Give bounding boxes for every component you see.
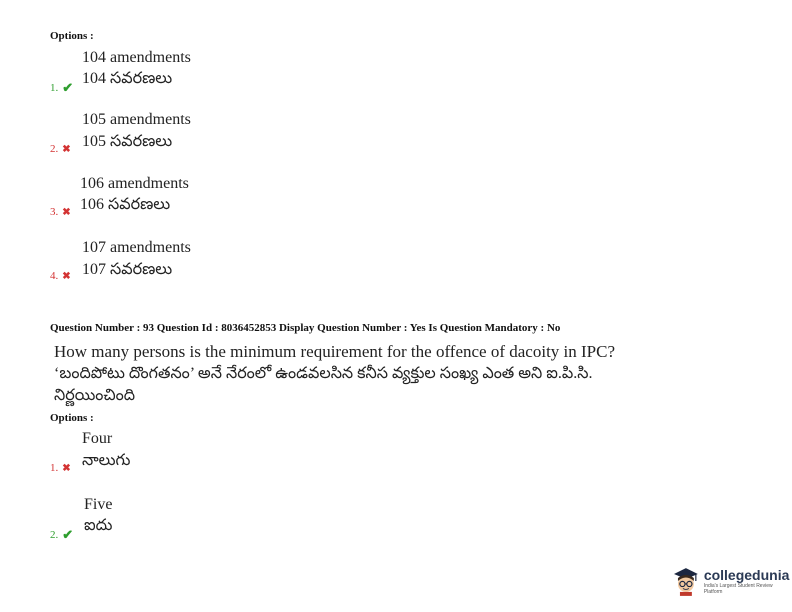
option-number-label: 4.: [50, 270, 59, 282]
question-header: Question Number : 93 Question Id : 8036452853 Display Question Number : Yes Is Question Mandatory : No: [50, 322, 561, 334]
option-text-en: 104 amendments: [82, 49, 191, 66]
options-label: Options :: [50, 412, 94, 424]
option-number: [50, 206, 71, 218]
option-text-te: ఐదు: [84, 517, 113, 534]
logo-name: collegedunia: [703, 567, 790, 583]
option-text-te: 107 సవరణలు: [82, 261, 173, 278]
option-text-te: నాలుగు: [82, 452, 131, 469]
option-number-label: 2.: [50, 143, 59, 155]
option-text-en: 105 amendments: [82, 111, 191, 128]
option-text-te: 105 సవరణలు: [82, 133, 173, 150]
check-icon: ✔: [62, 527, 74, 542]
option-number: [50, 527, 73, 543]
option-number: [50, 143, 71, 155]
option-number-label: 1.: [50, 82, 59, 94]
cross-icon: ✖: [62, 206, 71, 218]
check-icon: ✔: [62, 80, 74, 95]
option-text-te: 106 సవరణలు: [80, 196, 171, 213]
cross-icon: ✖: [62, 462, 71, 474]
logo-tagline: India's Largest Student Review Platform: [703, 583, 773, 595]
option-number: [50, 270, 71, 282]
option-text-en: Four: [82, 430, 113, 447]
option-number-label: 1.: [50, 462, 59, 474]
question-text-te-cont: నిర్ణయించింది: [54, 387, 136, 404]
option-text-en: Five: [84, 496, 113, 513]
option-text-te: 104 సవరణలు: [82, 70, 173, 87]
cross-icon: ✖: [62, 143, 71, 155]
option-number-label: 2.: [50, 529, 59, 541]
cross-icon: ✖: [62, 270, 71, 282]
option-text-en: 107 amendments: [82, 239, 191, 256]
option-number: [50, 462, 71, 474]
options-label: Options :: [50, 30, 94, 42]
option-number: [50, 80, 73, 96]
question-text-en: How many persons is the minimum requirement for the offence of dacoity in IPC?: [54, 342, 616, 361]
student-mascot-icon: [672, 566, 700, 596]
collegedunia-logo: [672, 566, 792, 596]
option-number-label: 3.: [50, 206, 59, 218]
question-text-te: ‘బందిపోటు దొంగతనం’ అనే నేరంలో ఉండవలసిన కనీస వ్యక్తుల సంఖ్య ఎంత అని ఐ.పి.సి.: [54, 365, 593, 382]
option-text-en: 106 amendments: [80, 175, 189, 192]
